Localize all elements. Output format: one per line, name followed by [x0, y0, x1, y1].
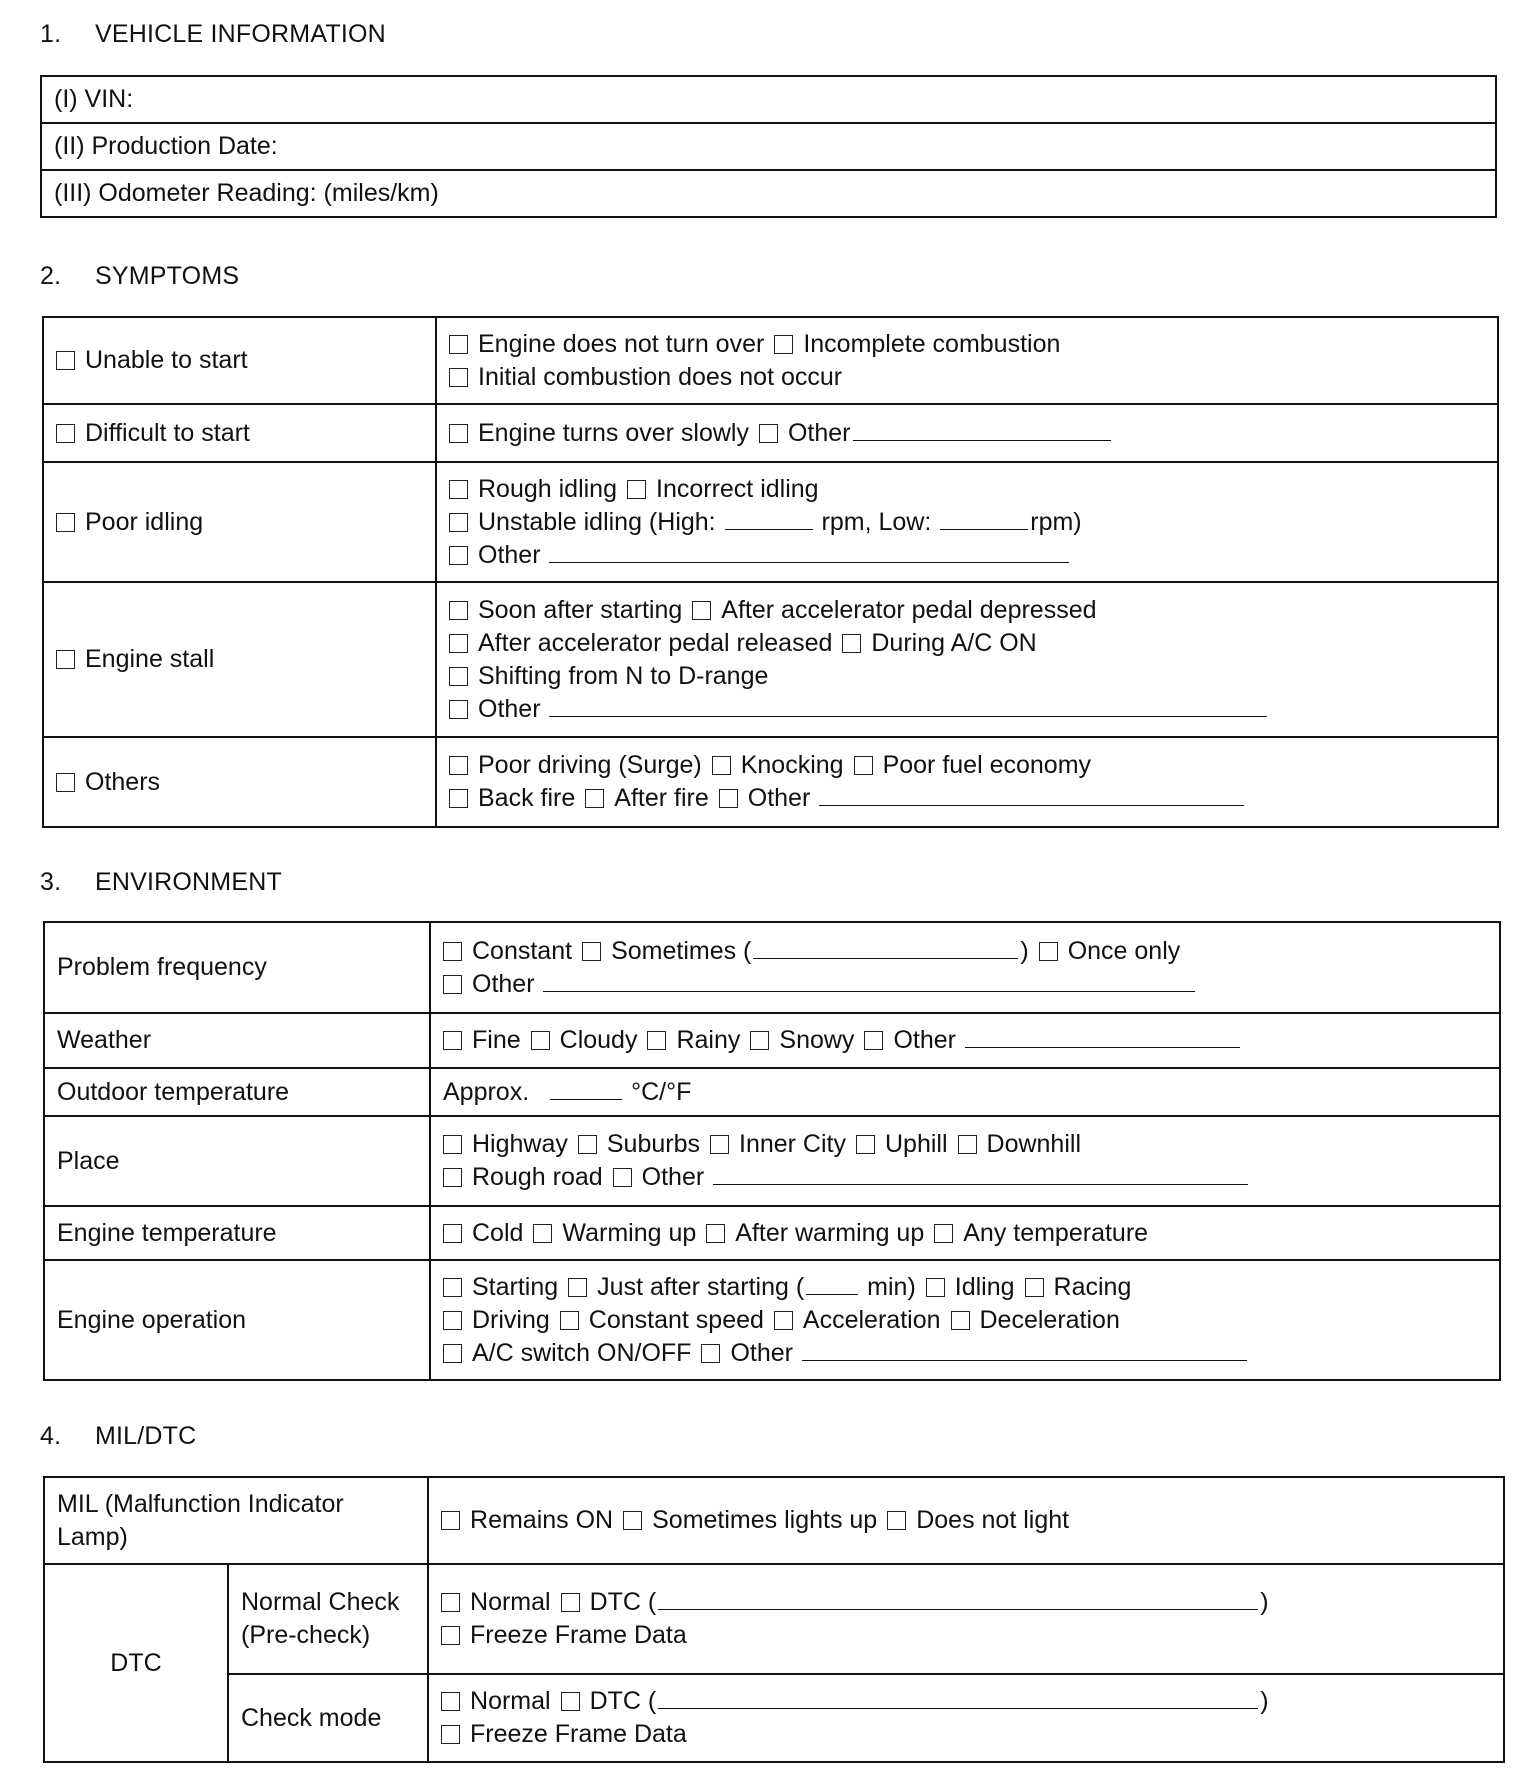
symptom-others: Others [43, 737, 436, 827]
environment-table: Problem frequency Constant Sometimes ( ) Once only Other Weather Fine Cloudy Rainy Snowy Other Outdoor temperature Approx. °C/°F Place Highway Suburbs Inner City Uphill Downhill Rough road Other Engine temperature Cold Warming up After warming up Any temperature Engine operation Starting Just after starting ( min) Idling Racing Driving Constant speed Acceleration Deceleration A/C switch ON/OFF Other [43, 921, 1501, 1381]
inner-city-checkbox[interactable] [710, 1135, 729, 1154]
sometimes-lights-up-checkbox[interactable] [623, 1511, 642, 1530]
low-rpm-field[interactable] [940, 507, 1028, 530]
others-checkbox[interactable] [56, 773, 75, 792]
env-engine-temperature-label: Engine temperature [44, 1206, 430, 1260]
snowy-checkbox[interactable] [750, 1031, 769, 1050]
mil-label: MIL (Malfunction Indicator Lamp) [44, 1477, 428, 1564]
just-after-starting-checkbox[interactable] [568, 1278, 587, 1297]
minutes-field[interactable] [806, 1272, 858, 1295]
accelerator-released-checkbox[interactable] [449, 634, 468, 653]
difficult-start-other-checkbox[interactable] [759, 424, 778, 443]
env-weather-label: Weather [44, 1013, 430, 1068]
section-title-environment: 3. ENVIRONMENT [40, 868, 282, 896]
difficult-to-start-checkbox[interactable] [56, 424, 75, 443]
ac-switch-checkbox[interactable] [443, 1344, 462, 1363]
normal-check-normal-checkbox[interactable] [441, 1593, 460, 1612]
poor-idling-other-field[interactable] [549, 540, 1069, 563]
high-rpm-field[interactable] [725, 507, 813, 530]
env-engine-operation-label: Engine operation [44, 1260, 430, 1380]
back-fire-checkbox[interactable] [449, 789, 468, 808]
during-ac-on-checkbox[interactable] [842, 634, 861, 653]
uphill-checkbox[interactable] [856, 1135, 875, 1154]
symptom-engine-stall: Engine stall [43, 582, 436, 737]
mil-dtc-table: MIL (Malfunction Indicator Lamp) Remains ON Sometimes lights up Does not light DTC Normal Check (Pre-check) Normal DTC ( ) Freeze Frame Data Check mode Normal DTC ( ) Freeze Frame Data [43, 1476, 1505, 1763]
unable-to-start-checkbox[interactable] [56, 351, 75, 370]
env-place-label: Place [44, 1116, 430, 1206]
poor-driving-checkbox[interactable] [449, 756, 468, 775]
fine-checkbox[interactable] [443, 1031, 462, 1050]
cold-checkbox[interactable] [443, 1224, 462, 1243]
rainy-checkbox[interactable] [647, 1031, 666, 1050]
incomplete-combustion-checkbox[interactable] [774, 335, 793, 354]
deceleration-checkbox[interactable] [951, 1311, 970, 1330]
suburbs-checkbox[interactable] [578, 1135, 597, 1154]
difficult-start-other-field[interactable] [853, 418, 1111, 441]
dtc-label: DTC [44, 1564, 228, 1762]
check-mode-dtc-checkbox[interactable] [561, 1692, 580, 1711]
section-title-symptoms: 2. SYMPTOMS [40, 262, 240, 290]
operation-other-field[interactable] [802, 1338, 1247, 1361]
engine-does-not-turn-over-checkbox[interactable] [449, 335, 468, 354]
incorrect-idling-checkbox[interactable] [627, 480, 646, 499]
symptom-unable-to-start: Unable to start [43, 317, 436, 404]
env-problem-frequency-label: Problem frequency [44, 922, 430, 1013]
sometimes-checkbox[interactable] [582, 942, 601, 961]
initial-combustion-checkbox[interactable] [449, 368, 468, 387]
engine-stall-other-checkbox[interactable] [449, 700, 468, 719]
sometimes-field[interactable] [753, 936, 1018, 959]
frequency-other-checkbox[interactable] [443, 975, 462, 994]
driving-checkbox[interactable] [443, 1311, 462, 1330]
weather-other-checkbox[interactable] [864, 1031, 883, 1050]
normal-check-dtc-field[interactable] [658, 1587, 1258, 1610]
env-outdoor-temperature-label: Outdoor temperature [44, 1068, 430, 1116]
others-other-checkbox[interactable] [719, 789, 738, 808]
highway-checkbox[interactable] [443, 1135, 462, 1154]
acceleration-checkbox[interactable] [774, 1311, 793, 1330]
place-other-field[interactable] [713, 1162, 1248, 1185]
place-other-checkbox[interactable] [613, 1168, 632, 1187]
rough-idling-checkbox[interactable] [449, 480, 468, 499]
check-mode-freeze-frame-checkbox[interactable] [441, 1725, 460, 1744]
production-date-field[interactable]: (II) Production Date: [41, 123, 1496, 170]
poor-fuel-economy-checkbox[interactable] [854, 756, 873, 775]
operation-other-checkbox[interactable] [701, 1344, 720, 1363]
poor-idling-checkbox[interactable] [56, 513, 75, 532]
normal-check-freeze-frame-checkbox[interactable] [441, 1626, 460, 1645]
idling-checkbox[interactable] [926, 1278, 945, 1297]
symptom-difficult-to-start: Difficult to start [43, 404, 436, 462]
weather-other-field[interactable] [965, 1025, 1240, 1048]
others-other-field[interactable] [819, 783, 1244, 806]
section-title-mil-dtc: 4. MIL/DTC [40, 1422, 197, 1450]
odometer-reading-field[interactable]: (III) Odometer Reading: (miles/km) [41, 170, 1496, 217]
check-mode-dtc-field[interactable] [658, 1686, 1258, 1709]
constant-checkbox[interactable] [443, 942, 462, 961]
racing-checkbox[interactable] [1025, 1278, 1044, 1297]
accelerator-depressed-checkbox[interactable] [692, 601, 711, 620]
knocking-checkbox[interactable] [712, 756, 731, 775]
check-mode-normal-checkbox[interactable] [441, 1692, 460, 1711]
vehicle-information-table [40, 75, 1497, 218]
cloudy-checkbox[interactable] [531, 1031, 550, 1050]
rough-road-checkbox[interactable] [443, 1168, 462, 1187]
engine-stall-checkbox[interactable] [56, 650, 75, 669]
does-not-light-checkbox[interactable] [887, 1511, 906, 1530]
warming-up-checkbox[interactable] [533, 1224, 552, 1243]
unstable-idling-checkbox[interactable] [449, 513, 468, 532]
starting-checkbox[interactable] [443, 1278, 462, 1297]
soon-after-starting-checkbox[interactable] [449, 601, 468, 620]
normal-check-dtc-checkbox[interactable] [561, 1593, 580, 1612]
symptoms-table: Unable to start Engine does not turn over Incomplete combustion Initial combustion does not occur Difficult to start Engine turns over slowly Other Poor idling Rough idling Incorrect idling Unstable idling (High: rpm, Low: rpm) Other Engine stall Soon after starting After accelerator pedal depressed After accelerator pedal released During A/C ON Shifting from N to D-range Other Others Poor driving (Surge) Knocking Poor fuel economy Back fire After fire Other [42, 316, 1499, 828]
once-only-checkbox[interactable] [1039, 942, 1058, 961]
outdoor-temperature-field[interactable] [550, 1077, 622, 1100]
check-mode-label: Check mode [228, 1674, 428, 1762]
after-fire-checkbox[interactable] [585, 789, 604, 808]
constant-speed-checkbox[interactable] [560, 1311, 579, 1330]
frequency-other-field[interactable] [543, 969, 1195, 992]
vin-field[interactable]: (I) VIN: [41, 76, 1496, 123]
remains-on-checkbox[interactable] [441, 1511, 460, 1530]
after-warming-up-checkbox[interactable] [706, 1224, 725, 1243]
shifting-n-to-d-checkbox[interactable] [449, 667, 468, 686]
poor-idling-other-checkbox[interactable] [449, 546, 468, 565]
section-title-vehicle-information: 1. VEHICLE INFORMATION [40, 20, 386, 48]
downhill-checkbox[interactable] [958, 1135, 977, 1154]
engine-turns-over-slowly-checkbox[interactable] [449, 424, 468, 443]
symptom-poor-idling: Poor idling [43, 462, 436, 582]
any-temperature-checkbox[interactable] [934, 1224, 953, 1243]
normal-check-label: Normal Check (Pre-check) [228, 1564, 428, 1674]
engine-stall-other-field[interactable] [549, 694, 1267, 717]
